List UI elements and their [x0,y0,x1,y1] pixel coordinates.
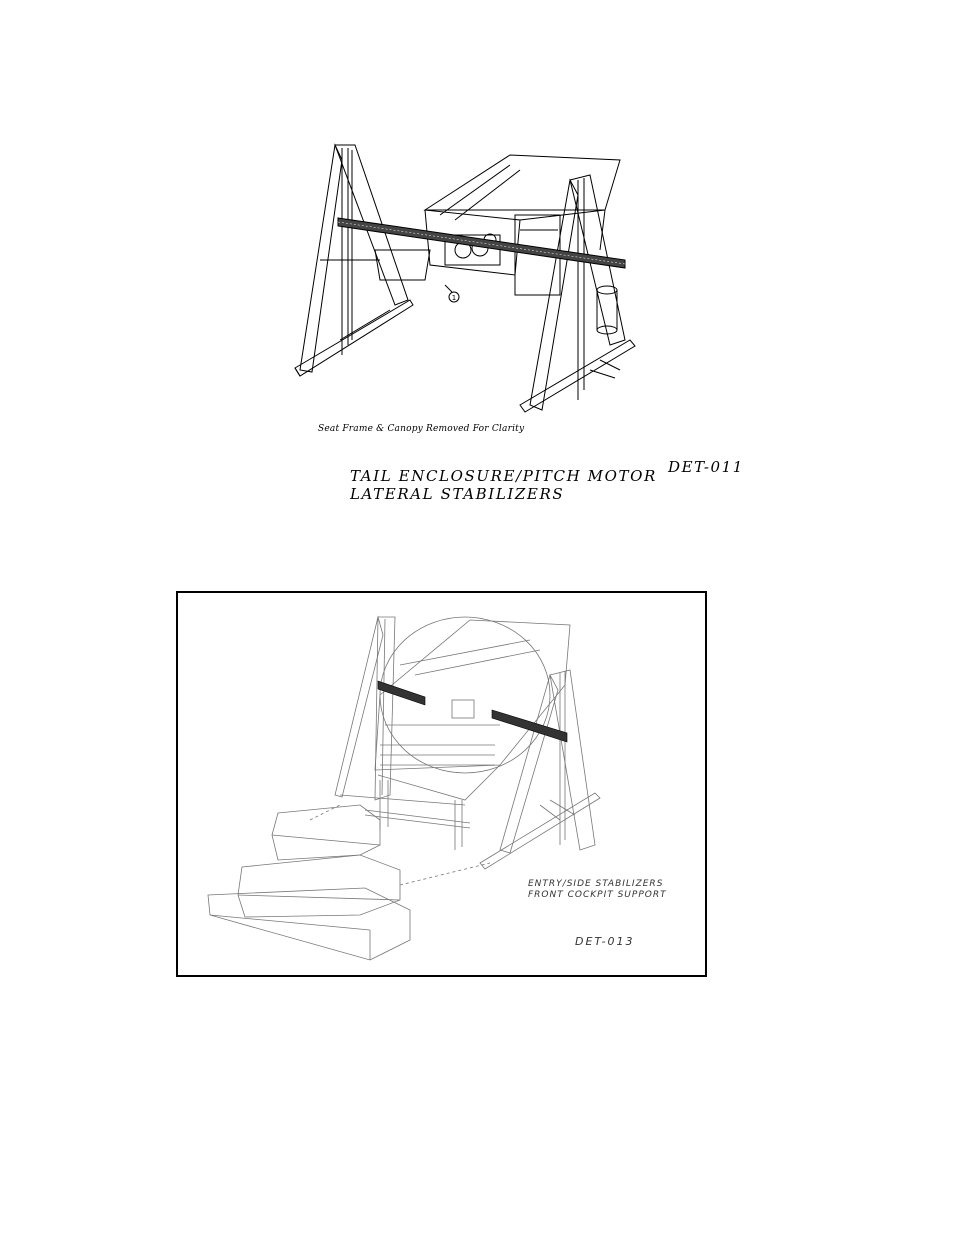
title-line-2: LATERAL STABILIZERS [350,485,565,503]
right-tower [515,175,635,412]
note-line-1: ENTRY/SIDE STABILIZERS [528,879,664,889]
det-011-label: DET-011 [668,458,744,476]
figure-1-title [350,467,657,503]
subcaption: Seat Frame & Canopy Removed For Clarity [318,424,525,434]
callout-number: 1 [451,294,457,302]
right-side-stabilizer [480,670,600,869]
det-013-note [528,879,667,901]
entry-stabilizer-shaft [378,681,567,742]
left-tower [295,145,413,376]
det-011-drawing [280,140,660,420]
front-cockpit-support [365,780,470,850]
det-013-label: DET-013 [575,935,635,948]
entry-steps [208,805,490,960]
det-013-drawing [200,605,630,970]
title-line-1: TAIL ENCLOSURE/PITCH MOTOR [350,467,657,485]
lateral-stabilizer-shaft [338,218,625,268]
note-line-2: FRONT COCKPIT SUPPORT [528,890,667,900]
